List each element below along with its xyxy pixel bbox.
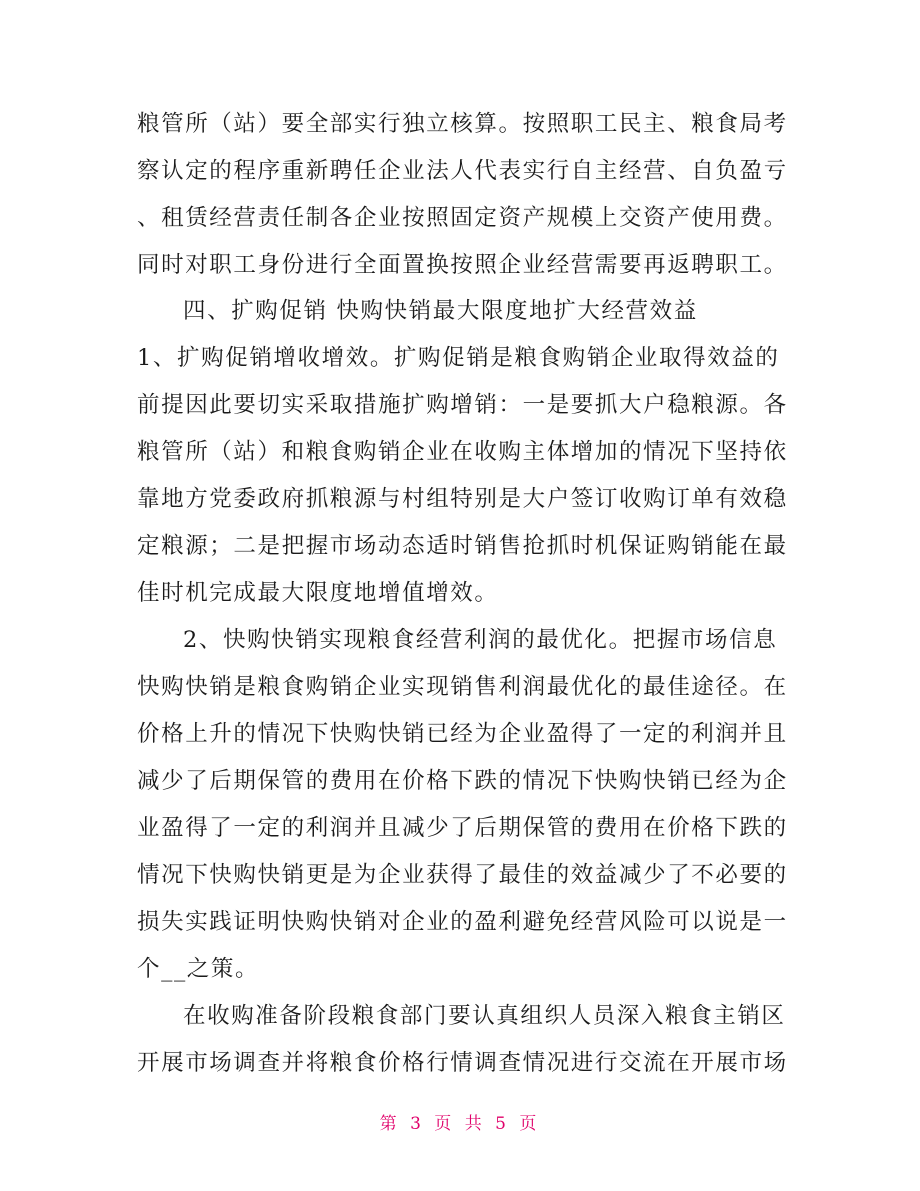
body-text-line: 粮管所（站）要全部实行独立核算。按照职工民主、粮食局考 [137, 111, 788, 137]
body-text-line: 靠地方党委政府抓粮源与村组特别是大户签订收购订单有效稳 [137, 486, 788, 512]
body-text-line: 个__之策。 [137, 956, 260, 982]
section-heading: 四、扩购促销 快购快销最大限度地扩大经营效益 [183, 298, 698, 324]
body-text-line: 定粮源；二是把握市场动态适时销售抢抓时机保证购销能在最 [137, 533, 788, 559]
body-text-line: 粮管所（站）和粮食购销企业在收购主体增加的情况下坚持依 [137, 439, 788, 465]
body-text-line: 开展市场调查并将粮食价格行情调查情况进行交流在开展市场 [137, 1050, 788, 1076]
paragraph-first-line: 2、快购快销实现粮食经营利润的最优化。把握市场信息 [183, 627, 778, 653]
body-text-line: 价格上升的情况下快购快销已经为企业盈得了一定的利润并且 [137, 721, 788, 747]
body-text-line: 损失实践证明快购快销对企业的盈利避免经营风险可以说是一 [137, 909, 788, 935]
body-text-line: 快购快销是粮食购销企业实现销售利润最优化的最佳途径。在 [137, 674, 788, 700]
body-text-line: 佳时机完成最大限度地增值增效。 [137, 580, 499, 606]
paragraph-first-line: 在收购准备阶段粮食部门要认真组织人员深入粮食主销区 [183, 1003, 786, 1029]
body-text-line: 、租赁经营责任制各企业按照固定资产规模上交资产使用费。 [137, 205, 788, 231]
body-text-line: 情况下快购快销更是为企业获得了最佳的效益减少了不必要的 [137, 862, 788, 888]
body-text-line: 察认定的程序重新聘任企业法人代表实行自主经营、自负盈亏 [137, 158, 788, 184]
body-text-line: 减少了后期保管的费用在价格下跌的情况下快购快销已经为企 [137, 768, 788, 794]
body-text-line: 前提因此要切实采取措施扩购增销：一是要抓大户稳粮源。各 [137, 392, 788, 418]
body-text-line: 同时对职工身份进行全面置换按照企业经营需要再返聘职工。 [137, 252, 788, 278]
body-text-line: 1、扩购促销增收增效。扩购促销是粮食购销企业取得效益的 [137, 345, 780, 371]
page-number-footer: 第 3 页 共 5 页 [379, 1114, 541, 1134]
body-text-line: 业盈得了一定的利润并且减少了后期保管的费用在价格下跌的 [137, 815, 788, 841]
